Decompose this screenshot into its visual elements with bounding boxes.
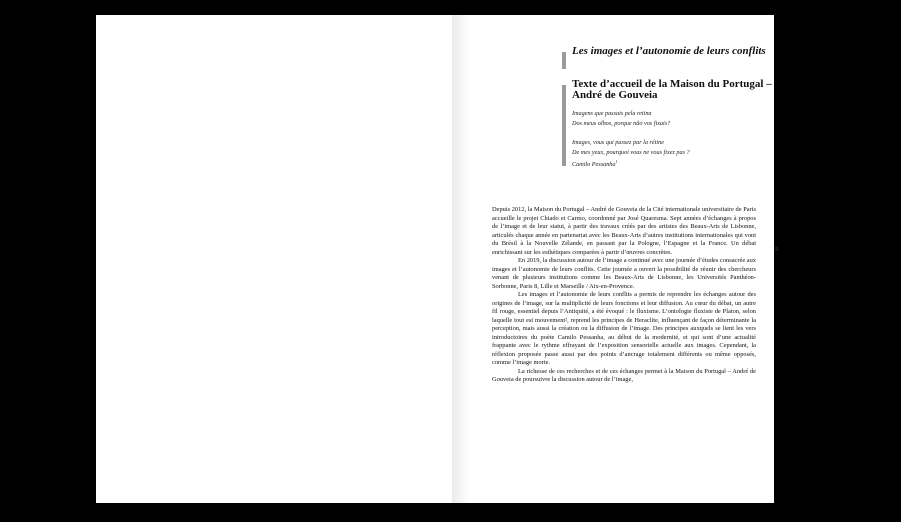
left-page <box>96 15 452 503</box>
paragraph: En 2019, la discussion autour de l’image a continué avec une journée d’études consacrée aux images et l’autonomie de leurs conflits. Cette journée a ouvert la possibilité de réunir des chercheurs venant de plusieurs institutions comme les Beaux-Arts de Lisbonne, les Universités Panthéon-Sorbonne, Paris 8, Lille et Marseille / Aix-en-Provence. <box>492 257 756 290</box>
paragraph: Les images et l’autonomie de leurs conflits a permis de reprendre les échanges autour des origines de l’image, sur la multiplicité de leurs fonctions et leur diffusion. Au cœur du débat, un autre fil rouge, essentiel depuis l’Antiquité, a été évoqué : le fluxisme. L’ontologie fluxiste de Platon, selon laquelle tout est mouvement², reprend les principes de Heraclite, influençant de façon déterminante la perception, mais aussi la création ou la diffusion de l’image. Des principes auxquels se lient les vers introductoires du poète Camilo Pessanha, au début de la modernité, et qui sont d’une actualité frappante avec le rythme effrayant de l’exposition sensorielle actuelle aux images. Cependant, la réflexion proposée passe aussi par des points d’ancrage totalement différents ou même opposés, comme l’image morte. <box>492 291 756 366</box>
body-text <box>492 206 756 385</box>
epigraph-line: Images, vous qui passez par la rétine <box>572 139 664 146</box>
paragraph: Depuis 2012, la Maison du Portugal – André de Gouveia de la Cité internationale universitaire de Paris accueille le projet Chiado et Carmo, coordonné par José Quaresma. Sept années d’échanges à propos de l’image et de leur statut, à partir des travaux créés par des artistes des Beaux-Arts de Lisbonne, articulés chaque année en partenariat avec les Beaux-Arts d’autres institutions internationales qui vont du Brésil à la Nouvelle Zélande, en passant par la Pologne, l’Espagne et la France. Un débat enrichissant sur les esthétiques comparées à partir d’œuvres concrètes. <box>492 206 756 256</box>
paragraph: La richesse de ces recherches et de ces échanges permet à la Maison du Portugal – André de Gouveia de poursuivre la discussion autour de l’image, <box>492 367 756 383</box>
epigraph-author-line <box>572 157 772 170</box>
epigraph-line: Dos meus olhos, porque não vos fixais? <box>572 119 671 127</box>
epigraph-author: Camilo Pessanha <box>572 161 616 169</box>
section-title-bar <box>562 52 566 69</box>
epigraph-portuguese <box>572 109 772 128</box>
footnote-ref: 1 <box>615 159 618 164</box>
epigraph-french <box>572 138 772 170</box>
gutter-shadow <box>452 15 470 503</box>
page-number: 9 <box>775 246 779 253</box>
main-title: Texte d’accueil de la Maison du Portugal – André de Gouveia <box>572 78 772 101</box>
section-title: Les images et l’autonomie de leurs conflits <box>572 45 766 57</box>
epigraph-line: De mes yeux, pourquoi vous ne vous fixez pas ? <box>572 148 690 156</box>
main-title-bar <box>562 85 566 166</box>
epigraph-line: Imagens que passais pela retina <box>572 110 652 117</box>
